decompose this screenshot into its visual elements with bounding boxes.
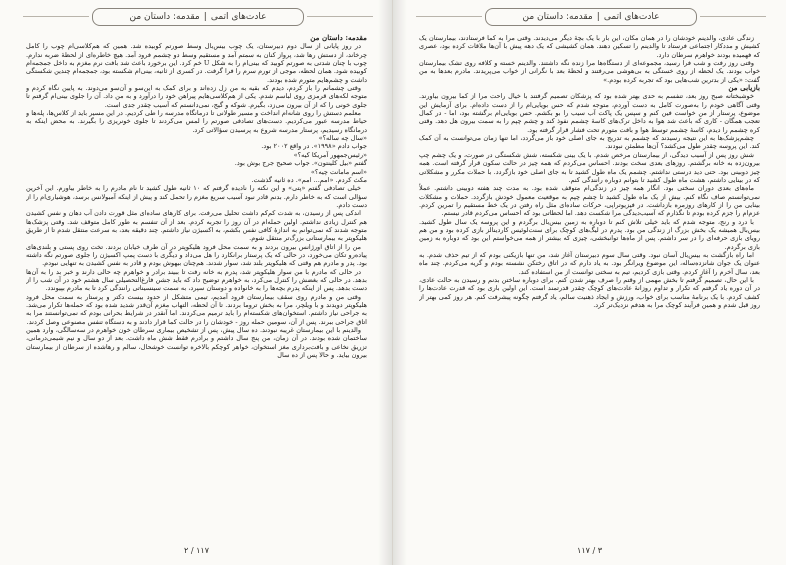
dialogue-line: مکث کردم. «امم... امم». ده ثانیه گذشت. <box>251 175 367 184</box>
paragraph: خیلی تصادفی گفتم «پتی» و این نکته را نادیده گرفتم که ۱۰ ثانیه طول کشید تا نام مادرم را به خاطر بیاورم. این آخرین سؤالی است که به خاطر دارم. بدنم قادر نبود آسیب سریع مغزم را تحمل کند و پیش از اینکه آمبولانس برسد، هوشیاری‌ام را از دست دادم. <box>26 184 367 209</box>
section-heading: مقدمه: داستان من <box>310 34 367 42</box>
dialogue-line: «سال چه ساله؟» <box>318 134 367 143</box>
page-body <box>419 34 760 534</box>
paragraph: در روز پایانی از سال دوم دبیرستان، یک چوب بیس‌بال وسط صورتم کوبیده شد. همین که هم‌کلاسی‌ام چوب را کامل چرخاند، از دستش رها شد، پرواز کنان به سمتم آمد و مستقیم وسط دو چشمم فرود آمد. هیچ خاطره‌ای از لحظهٔ ضربه ندارم. چوب با چنان شدتی به صورتم کوبید که بینی‌ام را به شکل U خم کرد. این برخورد باعث شد بافت نرم مغزم به داخل جمجمه‌ام کوبیده شود. همان لحظه، موجی از تورم سرم را فرا گرفت. در کسری از ثانیه، بینی‌ام شکسته بود، جمجمه‌ام چندین شکستگی داشت و چشم‌هایم متورم شده بودند. <box>26 42 367 84</box>
page-number: ۱۱۷ / ۳ <box>577 546 602 555</box>
paragraph: با درد و رنج، متوجه شدم که باید خیلی تلاش کنم تا دوباره به زمین بیس‌بال برگردم و این پروسه یک سال طول کشید. بیس‌بال همیشه یک بخش بزرگ از زندگی من بود. پدرم در لیگ‌های کوچک برای سنت‌لوئیس کاردینالز بازی کرده بود و من هم رویای بازی حرفه‌ای را در سر داشتم. پس از ماه‌ها توانبخشی، چیزی که بیشتر از همه می‌خواستم این بود که دوباره به زمین بازی برگردم. <box>419 217 760 251</box>
right-page <box>393 0 786 565</box>
page-number: ۲ / ۱۱۷ <box>184 546 209 555</box>
running-header-section: مقدمه: داستان من <box>129 12 200 22</box>
section-heading: بازیابی من <box>728 83 760 93</box>
paragraph: خوشبختانه صبح روز بعد، تنفسم به حدی بهتر شده بود که پزشکان تصمیم گرفتند با خیال راحت مرا از کما بیرون بیاورند. وقتی آگاهی خودم را به‌صورت کامل به دست آوردم، متوجه شدم که حس بویایی‌ام را از دست داده‌ام. برای آزمایش این موضوع، پرستار از من خواست فین کنم و سپس یک پاکت آب سیب را بو بکشم. حس بویایی‌ام برگشته بود، اما - در کمال تعجب همگان - کاری که باعث شد هوا به داخل ترک‌های کاسهٔ چشمم نفوذ کند و چشم چپم را به سمت بیرون هل دهد. وقتی کره چشمم را دیدم، کاسهٔ چشمم توسط هوا و بافت متورم تحت فشار قرار گرفته بود. <box>419 92 760 134</box>
dialogue-line: گفتم «بیل کلینتون». جواب صحیح جرج بوش بود. <box>234 159 367 168</box>
running-header-book: عادت‌های اتمی <box>603 12 660 22</box>
paragraph: والدینم با این بیمارستان غریبه نبودند. ده سال پیش، پس از تشخیص بیماری سرطان خون خواهرم در سه‌سالگی، وارد همین ساختمان شده بودند. در آن زمان، من پنج سال داشتم و برادرم فقط شش ماه داشت. بعد از دو سال و نیم شیمی‌درمانی، تزریق نخاعی و بافت‌برداری مغز استخوان، خواهر کوچکم بالاخره توانست خوشحال، سالم و رهاشده از سرطان از بیمارستان بیرون بیاید. و حالا پس از ده سال <box>26 326 367 360</box>
dialogue-line: «اسم مامانت چیه؟» <box>310 167 367 176</box>
paragraph: در حالی که مادرم با من سوار هلیکوپتر شد، پدرم به خانه رفت تا ببیند برادر و خواهرم چه حالی دارند و خبر بد را به آن‌ها بدهد. در حالی که بغضش را کنترل می‌کرد، به خواهرم توضیح داد که باید جشن فارغ‌التحصیلی سال هشتم خود در آن شب را از دست بدهد. پس از اینکه پدرم بچه‌ها را به خانواده و دوستان سپرد، به سمت سینسیناتی رانندگی کرد تا به مادرم بپیوندد. <box>26 267 367 293</box>
paragraph: شش روز پس از آسیب دیدگی، از بیمارستان مرخص شدم. با یک بینی شکسته، شش شکستگی در صورت، و یک چشم چپ بیرون‌زده به خانه برگشتم. روزهای بعدی سخت بودند. احساس می‌کردم که همه چیز در حالت سکون قرار گرفته است. همه چیز دوبینی بود. حتی دید درستی نداشتم. چشمم یک ماه طول کشید تا به جای اصلی خود بازگردد. با حملات مکرر و مشکلاتی که در بینایی داشتم، هشت ماه طول کشید تا بتوانم دوباره رانندگی کنم. <box>419 150 760 184</box>
running-header <box>92 8 304 26</box>
paragraph: اما راه بازگشت به بیس‌بال آسان نبود. وقتی سال سوم دبیرستان آغاز شد، من تنها بازیکنی بودم که از تیم حذف شدم. به عنوان یک جوان شانزده‌ساله، این موضوع ویرانگر بود. به یاد دارم که در اتاق رختکن نشسته بودم و گریه می‌کردم. چند ماه بعد، سال آخرم را آغاز کردم. وقتی بازی کردیم، تیم به سختی توانست از من استفاده کند. <box>419 250 760 276</box>
paragraph: اندکی پس از رسیدن، به شدت کم‌کم داشت تحلیل می‌رفت. برای کارهای ساده‌ای مثل قورت دادن آب دهان و نفس کشیدن هم کنترل زیادی نداشتم. اولین حمله‌ام در آن روز را تجربه کردم. بعد از آن تنفسم به طور کامل متوقف شد. وقتی پزشک‌ها متوجه شدند که نمی‌توانم به اندازهٔ کافی نفس بکشم، به اکسیژن نیاز داشتم. چند دقیقه بعد، به سرعت منتقل شدم تا از طریق هلیکوپتر به بیمارستانی بزرگ‌تر منتقل شوم. <box>26 209 367 243</box>
paragraph: وقتی چشمانم را باز کردم، دیدم که بقیه به من زل زده‌اند و برای کمک به این‌سو و آن‌سو می‌دوند. به پایین نگاه کردم و متوجه لکه‌های قرمزی روی لباسم شدم. یکی از هم‌کلاسی‌هایم پیراهن خود را درآورد و به من داد. آن را جلوی بینی‌ام گرفتم تا جلوی خونی را که از آن بیرون می‌زد، بگیرم. شوکه و گیج، نمی‌دانستم که آسیب چقدر جدی است. <box>26 84 367 109</box>
paragraph: وقتی روز رفت و شب فرا رسید، مجموعه‌ای از دستگاه‌ها مرا زنده نگه داشتند. والدینم خسته و کلافه روی تشک بیمارستان خواب بودند. یک لحظه از روی خستگی به بی‌هوشی می‌رفتند و لحظهٔ بعد با نگرانی از خواب می‌پریدند. مادرم بعدها به من گفت: «یکی از بدترین شب‌هایی بود که تجربه کرده بودم.» <box>419 59 760 84</box>
running-header <box>485 8 697 26</box>
paragraph: چشم‌پزشک‌ها به این نتیجه رسیدند که چشمم به تدریج به جای اصلی خود باز می‌گردد، اما تنها زمان می‌توانست به آن کمک کند. این پروسه چقدر طول می‌کشد؟ آن‌ها مطمئن نبودند. <box>419 134 760 151</box>
dialogue-line: جواب دادم «۱۹۹۸». در واقع ۲۰۰۲ بود. <box>261 142 367 151</box>
paragraph: من را از اتاق اورژانس بیرون بردند و به سمت محل فرود هلیکوپتر در آن طرف خیابان بردند. تخت روی پستی و بلندی‌های پیاده‌رو تکان می‌خورد، در حالی که یک پرستار برانکارد را هل می‌داد و دیگری با دست پمپ اکسیژن را جلوی صورتم نگه داشته بود. پدر و مادرم هم وقتی که هلیکوپتر بلند شد، سوار شدند. هم‌چنان بیهوش بودم و قادر به نفس کشیدن به تنهایی نبودم. <box>26 242 367 268</box>
paragraph: معلمم دستش را روی شانه‌ام انداخت و مسیر طولانی تا درمانگاه مدرسه را طی کردیم. در این مسیر باید از کلاس‌ها، پله‌ها و حیاط مدرسه عبور می‌کردیم. دست‌های تصادفی صورتم را لمس می‌کردند تا جلوی خونریزی را بگیرند. به محض اینکه به درمانگاه رسیدیم، پرستار مدرسه شروع به پرسیدن سؤالاتی کرد. <box>26 109 367 134</box>
running-header-book: عادت‌های اتمی <box>210 12 267 22</box>
paragraph: با این حال، تصمیم گرفتم تا بخش مهمی از وقتم را صرف بهتر شدن کنم. برای دوباره ساختن بدنم و رسیدن به حالت عادی، در آن دوره یاد گرفتم که تکرار و تداوم روزانهٔ عادت‌های کوچک چقدر قدرتمند است. این اولین باری بود که قدرت عادت‌ها را کشف کردم. با یک برنامهٔ مناسب برای خواب، ورزش و ایجاد ذهنیت سالم، یاد گرفتم چگونه پیشرفت کنم. هر روز کمی بهتر از روز قبل شدم و همین فرآیند کوچک مرا به هدفم نزدیک‌تر کرد. <box>419 275 760 309</box>
header-separator: | <box>203 12 207 22</box>
paragraph: ماه‌های بعدی دوران سختی بود. انگار همه چیز در زندگی‌ام متوقف شده بود. به مدت چند هفته دوبینی داشتم. عملاً نمی‌توانستم صاف نگاه کنم. بیش از یک ماه طول کشید تا چشم چپم به موقعیت معمول خودش بازگردد. حملات و مشکلات بینایی من را از کارهای روزمره بازداشت. در فیزیوتراپی، حرکات ساده‌ای مثل راه رفتن در یک خط مستقیم را تمرین کردم. عزم‌ام را جزم کرده بودم تا نگذارم که آسیب‌دیدگی مرا شکست دهد. اما لحظاتی بود که احساس می‌کردم قادر نیستم. <box>419 184 760 218</box>
dialogue-line: «رئیس‌جمهور آمریکا کیه؟» <box>293 150 367 159</box>
header-separator: | <box>596 12 600 22</box>
page-body <box>26 34 367 534</box>
running-header-section: مقدمه: داستان من <box>522 12 593 22</box>
paragraph: وقتی من و مادرم روی سقف بیمارستان فرود آمدیم، تیمی متشکل از حدود بیست دکتر و پرستار به سمت محل فرود هلیکوپتر دویدند و با ویلچر، مرا به بخش تروما بردند. تا آن لحظه، التهاب مغزم آن‌قدر شدید شده بود که حمله‌ها تکرار می‌شد. به جراحی نیاز داشتم. استخوان‌های شکسته‌ام را باید ترمیم می‌کردند. اما آنقدر در شرایط بحرانی بودم که نمی‌توانستند مرا به اتاق جراحی ببرند. پس از آن، سومین حمله روز - خودشان را در حالت کما قرار دادند و به دستگاه تنفس مصنوعی وصل کردند. <box>26 292 367 326</box>
paragraph: زندگی عادی، والدینم خودشان را در همان مکان، این بار با یک بچهٔ دیگر می‌دیدند. وقتی مرا به کما فرستادند، بیمارستان یک کشیش و مددکار اجتماعی فرستاد تا والدینم را تسکین دهند. همان کشیشی که یک دهه پیش با آن‌ها ملاقات کرده بود، عصری که فهمیده بودند خواهرم سرطان دارد. <box>419 34 760 59</box>
